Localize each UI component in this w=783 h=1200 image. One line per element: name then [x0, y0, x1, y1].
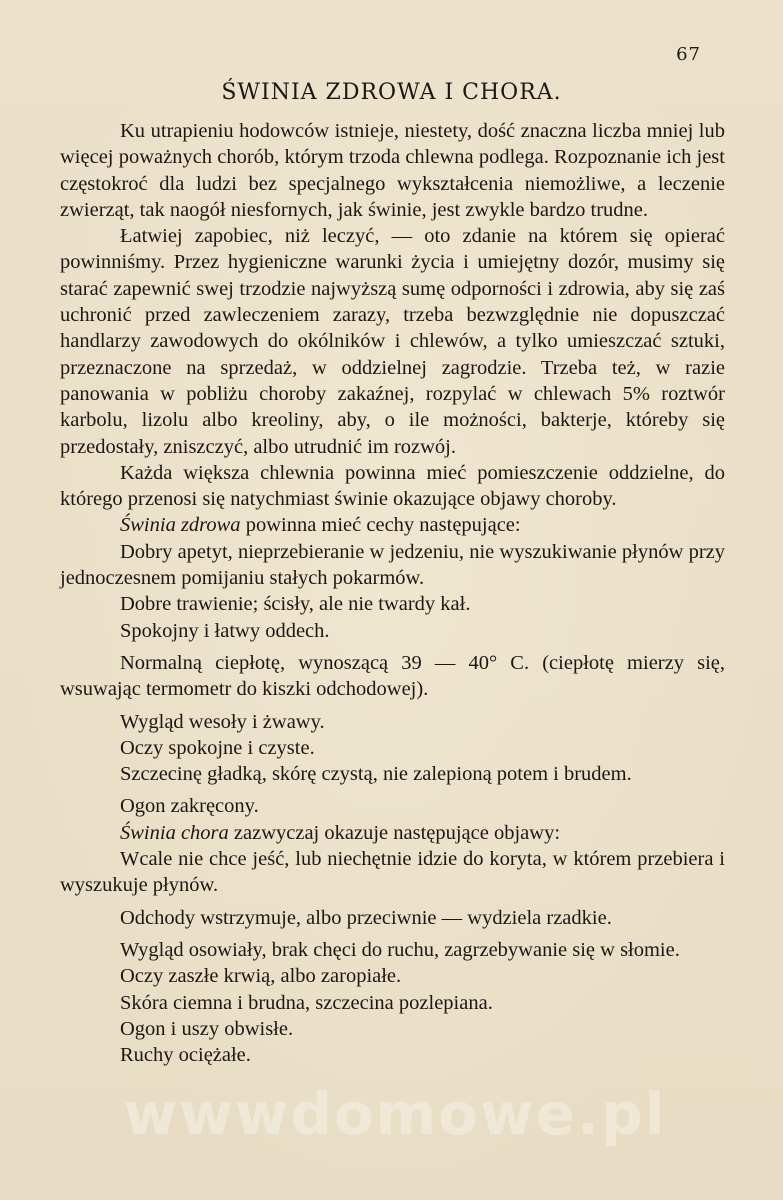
paragraph-text: Wcale nie chce jeść, lub niechętnie idzie do koryta, w którem przebiera i wyszukuje płynów.	[60, 848, 725, 897]
paragraph	[60, 512, 725, 538]
paragraph-text: Każda większa chlewnia powinna mieć pomieszczenie oddzielne, do którego przenosi się natychmiast świnie okazujące objawy choroby.	[60, 461, 725, 511]
paragraph-text: Odchody wstrzymuje, albo przeciwnie — wydziela rzadkie.	[120, 906, 612, 929]
paragraph-text: Oczy spokojne i czyste.	[120, 736, 315, 759]
paragraph	[60, 963, 725, 989]
paragraph	[60, 650, 725, 703]
paragraph-text: Dobre trawienie; ścisły, ale nie twardy kał.	[120, 593, 471, 616]
paragraph	[60, 118, 725, 223]
paragraph-text: Normalną ciepłotę, wynoszącą 39 — 40° C. (ciepłotę mierzy się, wsuwając termometr do kiszki odchodowej).	[60, 651, 725, 701]
paragraph-text: Ogon i uszy obwisłe.	[120, 1017, 294, 1040]
paragraph	[60, 735, 725, 761]
paragraph-text: Skóra ciemna i brudna, szczecina pozlepiana.	[120, 991, 493, 1014]
paragraph-italic-lead: Świnia zdrowa	[120, 514, 241, 537]
paragraph	[60, 761, 725, 787]
page-number: 67	[676, 44, 701, 65]
paragraph-text: Ogon zakręcony.	[120, 795, 259, 818]
paragraph-text: Spokojny i łatwy oddech.	[120, 619, 330, 642]
paragraph	[60, 937, 725, 963]
paragraph	[60, 905, 725, 931]
paragraph	[60, 460, 725, 513]
paragraph	[60, 846, 725, 899]
paragraph-text: Oczy zaszłe krwią, albo zaropiałe.	[120, 965, 402, 988]
paragraph	[60, 709, 725, 735]
watermark: wwwdomowe.pl	[123, 1080, 667, 1148]
paragraph-text: zazwyczaj okazuje następujące objawy:	[228, 821, 561, 844]
paragraph	[60, 539, 725, 592]
chapter-title: ŚWINIA ZDROWA I CHORA.	[221, 80, 562, 105]
paragraph-text: Dobry apetyt, nieprzebieranie w jedzeniu, nie wyszukiwanie płynów przy jednoczesnem pomijaniu stałych pokarmów.	[60, 540, 725, 590]
paragraph-text: Szczecinę gładką, skórę czystą, nie zalepioną potem i brudem.	[120, 763, 632, 786]
paragraph	[60, 223, 725, 460]
paragraph-text: Ruchy ociężałe.	[120, 1044, 251, 1067]
paragraph	[60, 820, 725, 846]
paragraph	[60, 1042, 725, 1068]
paragraph-italic-lead: Świnia chora	[120, 821, 229, 844]
paragraph	[60, 990, 725, 1016]
paragraph-text: Ku utrapieniu hodowców istnieje, niestety, dość znaczna liczba mniej lub więcej poważnych chorób, którym trzoda chlewna podlega. Rozpoznanie ich jest częstokroć dla ludzi bez specjalnego wykształcenia niemożliwe, a leczenie zwierząt, tak naogół niesfornych, jak świnie, jest zwykle bardzo trudne.	[60, 120, 725, 221]
paragraph-text: Wygląd osowiały, brak chęci do ruchu, zagrzebywanie się w słomie.	[120, 938, 680, 961]
paragraph-text: powinna mieć cechy następujące:	[240, 514, 521, 537]
paragraph-text: Łatwiej zapobiec, niż leczyć, — oto zdanie na którem się opierać powinniśmy. Przez hygieniczne warunki życia i umiejętny dozór, musimy się starać zapewnić swej trzodzie najwyższą sumę odporności i zdrowia, aby się zaś uchronić przed zawleczeniem zarazy, trzeba bezwzględnie nie dopuszczać handlarzy zawodowych do okólników i chlewów, a tylko umieszczać sztuki, przeznaczone na sprzedaż, w oddzielnej zagrodzie. Trzeba też, w razie panowania w pobliżu choroby zakaźnej, rozpylać w chlewach 5% roztwór karbolu, lizolu albo kreoliny, aby, o ile możności, bakterje, któreby się przedostały, zniszczyć, albo utrudnić im rozwój.	[60, 225, 725, 458]
paragraph	[60, 591, 725, 617]
paragraph	[60, 793, 725, 819]
paragraph	[60, 618, 725, 644]
paragraph	[60, 1016, 725, 1042]
paragraph-text: Wygląd wesoły i żwawy.	[120, 710, 325, 733]
body-text	[60, 118, 725, 1068]
